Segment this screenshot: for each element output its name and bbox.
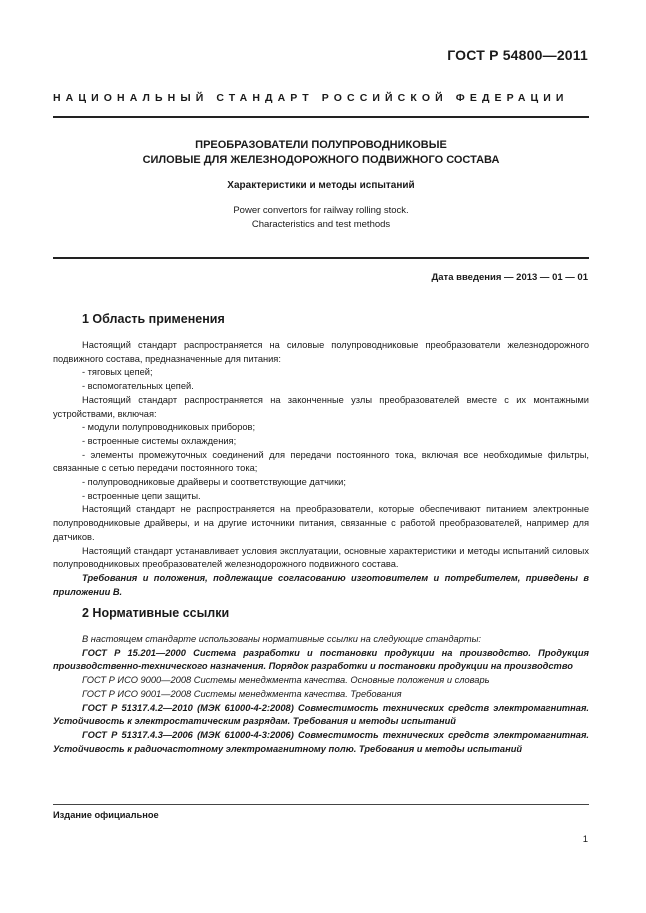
section-1-body — [53, 339, 589, 599]
paragraph: Настоящий стандарт не распространяется на преобразователи, которые обеспечивают питанием электронные полупроводниковые драйверы, и на другие источники питания, связанные с работой преобразователей, например для датчиков. — [53, 504, 589, 542]
list-item: - полупроводниковые драйверы и соответствующие датчики; — [82, 477, 346, 488]
paragraph: Настоящий стандарт распространяется на законченные узлы преобразователей вместе с их монтажными устройствами, включая: — [53, 394, 589, 419]
list-item: - тяговых цепей; — [82, 367, 153, 378]
english-title — [53, 204, 589, 232]
document-number: ГОСТ Р 54800—2011 — [447, 47, 588, 63]
paragraph: Настоящий стандарт устанавливает условия эксплуатации, основные характеристики и методы испытаний силовых полупроводниковых преобразователей железнодорожного подвижного состава. — [53, 545, 589, 570]
english-title-line-2: Characteristics and test methods — [251, 219, 391, 230]
page-number: 1 — [582, 834, 588, 845]
list-item: - встроенные цепи защиты. — [82, 490, 201, 501]
paragraph-emphasis: Требования и положения, подлежащие согласованию изготовителем и потребителем, приведены в приложении В. — [53, 572, 589, 597]
reference-item: ГОСТ Р 15.201—2000 Система разработки и постановки продукции на производство. Продукция производственно-технического назначения. Порядок разработки и постановки продукции на производство — [53, 647, 589, 672]
reference-item: ГОСТ Р ИСО 9001—2008 Системы менеджмента качества. Требования — [82, 688, 402, 699]
list-item: - модули полупроводниковых приборов; — [82, 422, 256, 433]
title-line-2: СИЛОВЫЕ ДЛЯ ЖЕЛЕЗНОДОРОЖНОГО ПОДВИЖНОГО СОСТАВА — [142, 154, 500, 166]
subtitle: Характеристики и методы испытаний — [227, 180, 415, 191]
introduction-date: Дата введения — 2013 — 01 — 01 — [431, 272, 588, 283]
national-standard-line: НАЦИОНАЛЬНЫЙ СТАНДАРТ РОССИЙСКОЙ ФЕДЕРАЦИИ — [53, 92, 569, 104]
title-divider — [53, 257, 589, 259]
section-2-body — [53, 633, 589, 756]
list-item: - элементы промежуточных соединений для передачи постоянного тока, включая все необходимые фильтры, связанные с сетью передачи постоянного тока; — [53, 449, 589, 474]
list-item: - встроенные системы охлаждения; — [82, 435, 237, 446]
official-edition-label: Издание официальное — [53, 810, 159, 820]
reference-item: ГОСТ Р 51317.4.3—2006 (МЭК 61000-4-3:2006) Совместимость технических средств электромагнитная. Устойчивость к радиочастотному электромагнитному полю. Требования и методы испытаний — [53, 729, 589, 754]
reference-item: ГОСТ Р ИСО 9000—2008 Системы менеджмента качества. Основные положения и словарь — [82, 675, 490, 686]
list-item: - вспомогательных цепей. — [82, 381, 194, 392]
section-1-heading: 1 Область применения — [82, 312, 225, 326]
reference-item: ГОСТ Р 51317.4.2—2010 (МЭК 61000-4-2:2008) Совместимость технических средств электромагнитная. Устойчивость к электростатическим разрядам. Требования и методы испытаний — [53, 702, 589, 727]
footer-divider — [53, 804, 589, 805]
paragraph: Настоящий стандарт распространяется на силовые полупроводниковые преобразователи железнодорожного подвижного состава, предназначенные для питания: — [53, 340, 589, 364]
paragraph: В настоящем стандарте использованы нормативные ссылки на следующие стандарты: — [82, 634, 482, 644]
title-line-1: ПРЕОБРАЗОВАТЕЛИ ПОЛУПРОВОДНИКОВЫЕ — [195, 139, 447, 151]
section-2-heading: 2 Нормативные ссылки — [82, 606, 230, 620]
english-title-line-1: Power convertors for railway rolling stock. — [233, 205, 409, 216]
header-divider — [53, 116, 589, 118]
title-block — [53, 138, 589, 232]
